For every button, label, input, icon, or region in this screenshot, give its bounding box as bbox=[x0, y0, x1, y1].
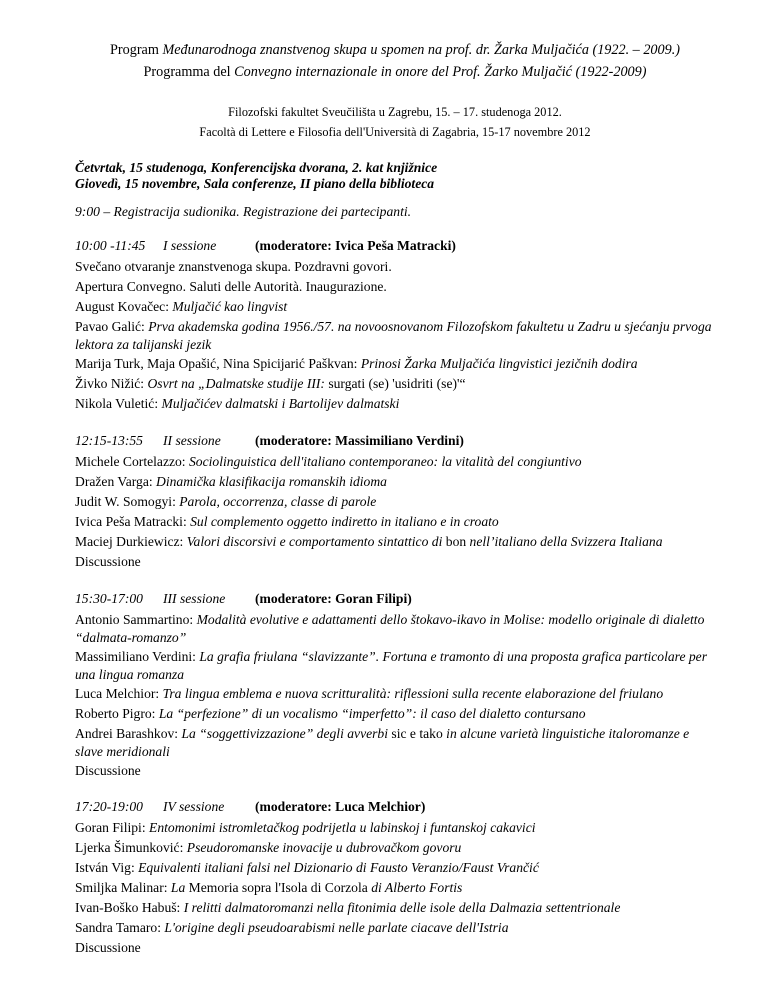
item-author: Luca Melchior: bbox=[75, 686, 163, 701]
item-title-tail: Memoria sopra l'Isola di Corzola bbox=[188, 880, 368, 895]
registration-line: 9:00 – Registracija sudionika. Registrazione dei partecipanti. bbox=[75, 204, 412, 219]
item-title: Muljačić kao lingvist bbox=[172, 299, 288, 314]
session-4-time: 17:20-19:00 bbox=[75, 799, 143, 814]
item-title: Prva akademska godina 1956./57. na novoosnovanom Filozofskom fakultetu u Zadru u sjećanju prvoga lektora za talijanski jezik bbox=[75, 319, 712, 352]
header-title-hr-prefix: Program bbox=[110, 42, 163, 58]
session-4-item bbox=[75, 819, 715, 837]
item-author: Sandra Tamaro: bbox=[75, 920, 165, 935]
item-author: Živko Nižić: bbox=[75, 376, 148, 391]
item-author: Roberto Pigro: bbox=[75, 706, 159, 721]
session-3-item bbox=[75, 611, 715, 646]
item-title-cont: nell’italiano della Svizzera Italiana bbox=[466, 534, 663, 549]
session-1-moderator: (moderatore: Ivica Peša Matracki) bbox=[255, 238, 456, 253]
item-title: Sul complemento oggetto indiretto in italiano e in croato bbox=[190, 514, 499, 529]
venue-it: Facoltà di Lettere e Filosofia dell'Università di Zagabria, 15-17 novembre 2012 bbox=[199, 125, 591, 139]
item-title: Dinamička klasifikacija romanskih idioma bbox=[156, 474, 387, 489]
item-author: Discussione bbox=[75, 763, 141, 778]
item-author: Ivica Peša Matracki: bbox=[75, 514, 191, 529]
session-2-time: 12:15-13:55 bbox=[75, 433, 143, 448]
item-title: Valori discorsivi e comportamento sintattico di bbox=[186, 534, 446, 549]
item-author: Dražen Varga: bbox=[75, 474, 157, 489]
item-author: Massimiliano Verdini: bbox=[75, 649, 200, 664]
session-4-item bbox=[75, 899, 715, 917]
session-2-item bbox=[75, 533, 715, 551]
session-1-name: I sessione bbox=[163, 238, 217, 253]
session-1-time: 10:00 -11:45 bbox=[75, 238, 146, 253]
item-title: L'origine degli pseudoarabismi nelle parlate ciacave dell'Istria bbox=[164, 920, 509, 935]
item-title: La “perfezione” di un vocalismo “imperfetto”: il caso del dialetto contursano bbox=[158, 706, 586, 721]
session-4-item bbox=[75, 859, 715, 877]
session-4-moderator: (moderatore: Luca Melchior) bbox=[255, 799, 426, 814]
item-author: Apertura Convegno. Saluti delle Autorità. Inaugurazione. bbox=[75, 279, 387, 294]
item-title-tail: bon bbox=[445, 534, 467, 549]
item-title-tail: sic e tako bbox=[391, 726, 443, 741]
item-author: Judit W. Somogyi: bbox=[75, 494, 180, 509]
session-3-item bbox=[75, 762, 715, 780]
session-4-header bbox=[75, 798, 715, 815]
venue-hr: Filozofski fakultet Sveučilišta u Zagrebu, 15. – 17. studenoga 2012. bbox=[228, 105, 562, 119]
day-heading-it: Giovedì, 15 novembre, Sala conferenze, II piano della biblioteca bbox=[75, 176, 435, 191]
item-author: Ljerka Šimunković: bbox=[75, 840, 187, 855]
item-title: La “soggettivizzazione” degli avverbi bbox=[181, 726, 392, 741]
item-author: István Vig: bbox=[75, 860, 139, 875]
header-title-hr bbox=[75, 40, 715, 60]
session-1-item bbox=[75, 258, 715, 276]
session-1-item bbox=[75, 298, 715, 316]
session-2-item bbox=[75, 473, 715, 491]
session-3-item bbox=[75, 725, 715, 760]
item-author: Maciej Durkiewicz: bbox=[75, 534, 187, 549]
header-title-it-prefix: Programma del bbox=[143, 64, 235, 80]
session-3-header bbox=[75, 590, 715, 607]
session-1-item bbox=[75, 375, 715, 393]
session-3-time: 15:30-17:00 bbox=[75, 591, 143, 606]
session-3-item bbox=[75, 705, 715, 723]
session-2-moderator: (moderatore: Massimiliano Verdini) bbox=[255, 433, 464, 448]
item-title-tail: surgati (se) 'usidriti (se)'“ bbox=[328, 376, 466, 391]
item-author: Nikola Vuletić: bbox=[75, 396, 162, 411]
session-2-name: II sessione bbox=[163, 433, 221, 448]
session-3-name: III sessione bbox=[163, 591, 226, 606]
item-author: Goran Filipi: bbox=[75, 820, 150, 835]
session-4-item bbox=[75, 919, 715, 937]
session-2-header bbox=[75, 432, 715, 449]
item-author: Smiljka Malinar: bbox=[75, 880, 171, 895]
session-3-item bbox=[75, 685, 715, 703]
session-2-item bbox=[75, 453, 715, 471]
item-title: Tra lingua emblema e nuova scritturalità: riflessioni sulla recente elaborazione del friulano bbox=[162, 686, 664, 701]
item-title: La grafia friulana “slavizzante”. Fortuna e tramonto di una proposta grafica particolare per una lingua romanza bbox=[75, 649, 708, 682]
item-title-cont: in alcune varietà linguistiche italoromanze e slave meridionali bbox=[75, 726, 690, 759]
item-author: Antonio Sammartino: bbox=[75, 612, 197, 627]
item-title-cont: di Alberto Fortis bbox=[367, 880, 463, 895]
header-title-it-italic: Convegno internazionale in onore del Prof. Žarko Muljačić (1922-2009) bbox=[234, 64, 647, 80]
item-title: Muljačićev dalmatski i Bartolijev dalmatski bbox=[161, 396, 400, 411]
item-author: Andrei Barashkov: bbox=[75, 726, 182, 741]
session-3-item bbox=[75, 648, 715, 683]
item-title: Sociolinguistica dell'italiano contemporaneo: la vitalità del congiuntivo bbox=[189, 454, 582, 469]
item-title: Equivalenti italiani falsi nel Dizionario di Fausto Veranzio/Faust Vrančić bbox=[138, 860, 539, 875]
session-1-header bbox=[75, 237, 715, 254]
item-author: Svečano otvaranje znanstvenoga skupa. Pozdravni govori. bbox=[75, 259, 392, 274]
item-author: Discussione bbox=[75, 940, 141, 955]
item-author: Marija Turk, Maja Opašić, Nina Spicijarić Paškvan: bbox=[75, 356, 361, 371]
item-title: Osvrt na „Dalmatske studije III: bbox=[147, 376, 329, 391]
item-title: Prinosi Žarka Muljačića lingvistici jezičnih dodira bbox=[360, 356, 638, 371]
item-author: Pavao Galić: bbox=[75, 319, 149, 334]
day-heading-hr: Četvrtak, 15 studenoga, Konferencijska dvorana, 2. kat knjižnice bbox=[75, 160, 438, 175]
item-author: Michele Cortelazzo: bbox=[75, 454, 189, 469]
session-2-item bbox=[75, 553, 715, 571]
session-3-moderator: (moderatore: Goran Filipi) bbox=[255, 591, 412, 606]
session-1-item bbox=[75, 395, 715, 413]
session-2-item bbox=[75, 493, 715, 511]
item-title: Modalità evolutive e adattamenti dello štokavo-ikavo in Molise: modello originale di dialetto “dalmata-romanzo” bbox=[75, 612, 705, 645]
item-author: August Kovačec: bbox=[75, 299, 173, 314]
header-title-hr-italic: Međunarodnoga znanstvenog skupa u spomen na prof. dr. Žarka Muljačića (1922. – 2009.) bbox=[162, 42, 680, 58]
session-1-item bbox=[75, 278, 715, 296]
session-2-item bbox=[75, 513, 715, 531]
item-title: Parola, occorrenza, classe di parole bbox=[179, 494, 377, 509]
session-4-item bbox=[75, 879, 715, 897]
item-title: Entomonimi istromletačkog podrijetla u labinskoj i funtanskoj cakavici bbox=[149, 820, 536, 835]
session-1-item bbox=[75, 355, 715, 373]
item-author: Ivan-Boško Habuš: bbox=[75, 900, 184, 915]
item-title: I relitti dalmatoromanzi nella fitonimia delle isole della Dalmazia settentrionale bbox=[183, 900, 621, 915]
header-title-it bbox=[75, 62, 715, 82]
session-4-item bbox=[75, 839, 715, 857]
session-4-name: IV sessione bbox=[163, 799, 225, 814]
session-1-item bbox=[75, 318, 715, 353]
session-4-item bbox=[75, 939, 715, 957]
item-author: Discussione bbox=[75, 554, 141, 569]
item-title: Pseudoromanske inovacije u dubrovačkom govoru bbox=[186, 840, 462, 855]
item-title: La bbox=[170, 880, 189, 895]
